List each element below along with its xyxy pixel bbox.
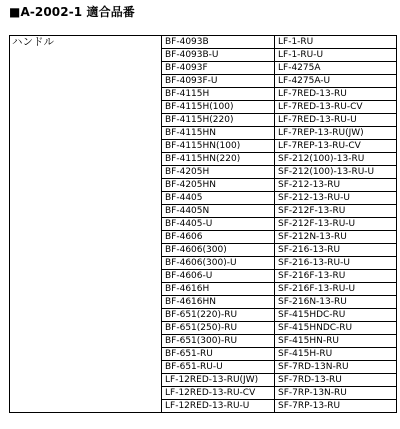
part-number-cell: LF-12RED-13-RU-U: [162, 400, 275, 413]
part-number-cell: SF-7RP-13N-RU: [275, 387, 397, 400]
part-number-cell: SF-212N-13-RU: [275, 231, 397, 244]
part-number-cell: SF-7RP-13-RU: [275, 400, 397, 413]
part-number-cell: SF-212(100)-13-RU: [275, 153, 397, 166]
part-number-cell: LF-12RED-13-RU(JW): [162, 374, 275, 387]
part-number-cell: SF-216F-13-RU: [275, 270, 397, 283]
part-number-cell: LF-12RED-13-RU-CV: [162, 387, 275, 400]
part-number-cell: BF-651(220)-RU: [162, 309, 275, 322]
part-number-cell: SF-415H-RU: [275, 348, 397, 361]
part-number-cell: SF-212F-13-RU-U: [275, 218, 397, 231]
part-number-cell: SF-212-13-RU-U: [275, 192, 397, 205]
part-number-cell: SF-216F-13-RU-U: [275, 283, 397, 296]
part-number-cell: BF-4115H(220): [162, 114, 275, 127]
part-number-cell: LF-7RED-13-RU-U: [275, 114, 397, 127]
part-number-cell: SF-216N-13-RU: [275, 296, 397, 309]
compatible-parts-table: [9, 35, 397, 413]
part-number-cell: BF-4606(300): [162, 244, 275, 257]
part-number-cell: BF-4093B-U: [162, 49, 275, 62]
part-number-cell: BF-651(250)-RU: [162, 322, 275, 335]
page-title: ■A-2002-1 適合品番: [9, 5, 135, 19]
part-number-cell: SF-216-13-RU-U: [275, 257, 397, 270]
part-number-cell: LF-4275A: [275, 62, 397, 75]
part-number-cell: SF-212(100)-13-RU-U: [275, 166, 397, 179]
part-number-cell: BF-4606: [162, 231, 275, 244]
part-number-cell: BF-4093F-U: [162, 75, 275, 88]
part-number-cell: BF-4606(300)-U: [162, 257, 275, 270]
part-number-cell: SF-415HN-RU: [275, 335, 397, 348]
part-number-cell: SF-7RD-13-RU: [275, 374, 397, 387]
part-number-cell: BF-4115HN(220): [162, 153, 275, 166]
part-number-cell: SF-7RD-13N-RU: [275, 361, 397, 374]
part-number-cell: BF-4205H: [162, 166, 275, 179]
part-number-cell: BF-4115HN: [162, 127, 275, 140]
part-number-cell: BF-4616HN: [162, 296, 275, 309]
part-number-cell: BF-4093F: [162, 62, 275, 75]
part-number-cell: BF-4405: [162, 192, 275, 205]
part-number-cell: BF-4405-U: [162, 218, 275, 231]
part-number-cell: SF-415HNDC-RU: [275, 322, 397, 335]
part-number-cell: BF-651-RU: [162, 348, 275, 361]
part-number-cell: BF-651(300)-RU: [162, 335, 275, 348]
part-number-cell: BF-4405N: [162, 205, 275, 218]
part-number-cell: LF-7RED-13-RU-CV: [275, 101, 397, 114]
part-number-cell: SF-212-13-RU: [275, 179, 397, 192]
part-number-cell: LF-7RED-13-RU: [275, 88, 397, 101]
part-number-cell: LF-1-RU-U: [275, 49, 397, 62]
table-body: [10, 36, 397, 413]
part-number-cell: BF-651-RU-U: [162, 361, 275, 374]
part-number-cell: SF-212F-13-RU: [275, 205, 397, 218]
part-number-cell: LF-7REP-13-RU(JW): [275, 127, 397, 140]
part-number-cell: LF-1-RU: [275, 36, 397, 49]
part-number-cell: SF-216-13-RU: [275, 244, 397, 257]
part-number-cell: BF-4606-U: [162, 270, 275, 283]
part-number-cell: BF-4115H: [162, 88, 275, 101]
part-number-cell: BF-4616H: [162, 283, 275, 296]
part-number-cell: LF-7REP-13-RU-CV: [275, 140, 397, 153]
category-cell: ハンドル: [10, 36, 162, 413]
part-number-cell: SF-415HDC-RU: [275, 309, 397, 322]
part-number-cell: BF-4205HN: [162, 179, 275, 192]
table-row: [10, 36, 397, 49]
part-number-cell: BF-4115H(100): [162, 101, 275, 114]
part-number-cell: BF-4115HN(100): [162, 140, 275, 153]
part-number-cell: BF-4093B: [162, 36, 275, 49]
part-number-cell: LF-4275A-U: [275, 75, 397, 88]
